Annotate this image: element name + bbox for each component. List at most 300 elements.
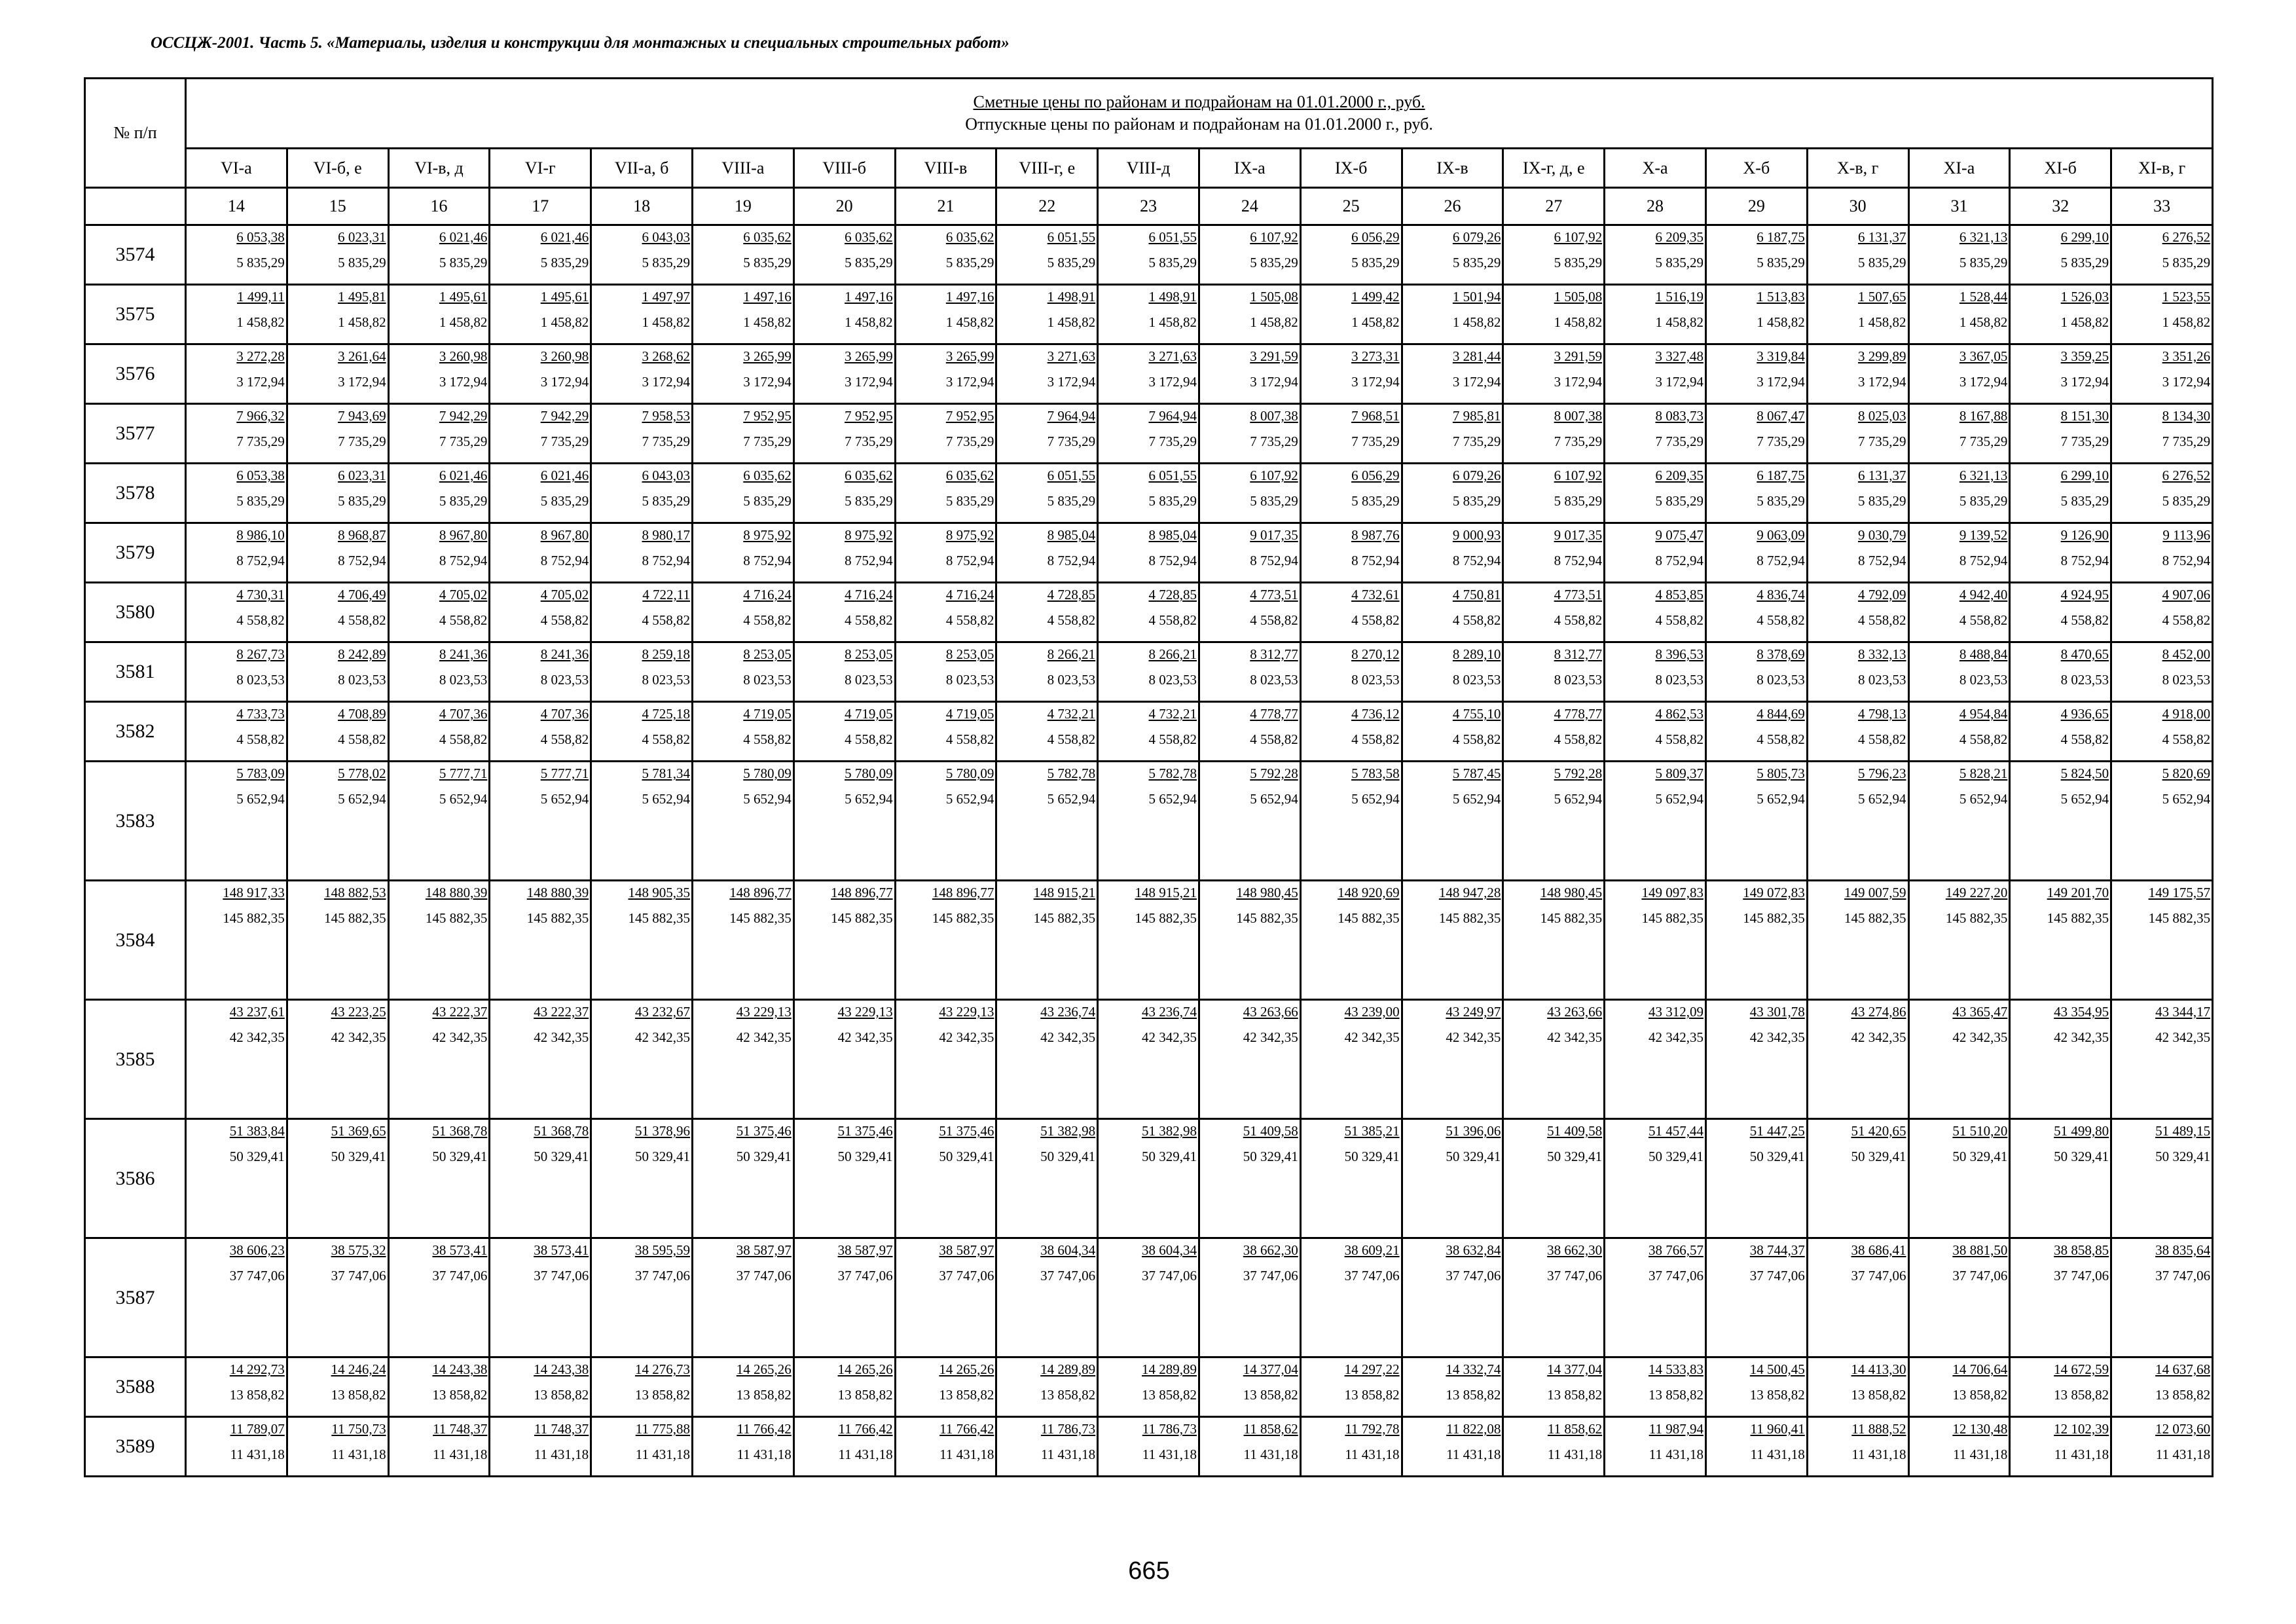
estimated-price: 51 383,84: [229, 1123, 285, 1139]
estimated-price: 6 051,55: [1148, 468, 1197, 483]
price-cell: [692, 1119, 793, 1238]
release-price: 8 023,53: [1250, 672, 1298, 688]
price-cell: [2111, 1357, 2213, 1417]
release-price: 145 882,35: [1844, 910, 1906, 926]
price-cell: [1908, 583, 2010, 642]
price-cell: [1300, 285, 1402, 344]
estimated-price: 6 035,62: [845, 468, 893, 483]
price-cell: [1300, 523, 1402, 583]
row-number: 3576: [85, 344, 186, 404]
estimated-price: 14 292,73: [229, 1361, 285, 1377]
estimated-price: 6 043,03: [642, 468, 690, 483]
estimated-price: 6 107,92: [1250, 468, 1298, 483]
price-cell: [186, 583, 287, 642]
price-cell: [2111, 583, 2213, 642]
release-price: 5 835,29: [1757, 493, 1805, 509]
release-price: 7 735,29: [2162, 434, 2211, 449]
estimated-price: 38 766,57: [1648, 1242, 1704, 1258]
release-price: 1 458,82: [2162, 314, 2211, 330]
estimated-price: 3 271,63: [1148, 348, 1197, 364]
estimated-price: 8 975,92: [743, 527, 792, 543]
release-price: 5 652,94: [1757, 791, 1805, 807]
release-price: 37 747,06: [1344, 1268, 1400, 1283]
release-price: 4 558,82: [1452, 731, 1501, 747]
estimated-price: 12 073,60: [2155, 1421, 2211, 1437]
estimated-price: 8 267,73: [236, 646, 285, 662]
release-price: 42 342,35: [634, 1029, 690, 1045]
column-number: 20: [793, 188, 895, 225]
price-cell: [2010, 642, 2111, 702]
estimated-price: 148 920,69: [1338, 885, 1400, 900]
estimated-price: 6 209,35: [1655, 468, 1704, 483]
price-cell: [1300, 344, 1402, 404]
release-price: 5 835,29: [743, 255, 792, 270]
price-cell: [1807, 225, 1908, 285]
release-price: 7 735,29: [338, 434, 386, 449]
estimated-price: 6 131,37: [1858, 229, 1906, 245]
region-header: XI-а: [1908, 149, 2010, 188]
estimated-price: 11 786,73: [1040, 1421, 1096, 1437]
estimated-price: 8 083,73: [1655, 408, 1704, 424]
estimated-price: 6 079,26: [1452, 468, 1501, 483]
estimated-price: 4 705,02: [439, 587, 488, 602]
estimated-price: 1 528,44: [1959, 289, 2008, 304]
price-cell: [1908, 1357, 2010, 1417]
release-price: 5 835,29: [2060, 493, 2109, 509]
price-cell: [1199, 225, 1300, 285]
price-cell: [1098, 344, 1199, 404]
release-price: 1 458,82: [1554, 314, 1603, 330]
release-price: 4 558,82: [743, 612, 792, 628]
release-price: 5 835,29: [1858, 255, 1906, 270]
estimated-price: 6 021,46: [439, 468, 488, 483]
price-cell: [793, 702, 895, 762]
release-price: 5 652,94: [1959, 791, 2008, 807]
price-cell: [996, 1000, 1098, 1119]
estimated-price: 4 732,61: [1351, 587, 1400, 602]
estimated-price: 43 222,37: [432, 1004, 488, 1020]
estimated-price: 51 457,44: [1648, 1123, 1704, 1139]
price-cell: [692, 1238, 793, 1357]
release-price: 4 558,82: [1959, 612, 2008, 628]
release-price: 3 172,94: [439, 374, 488, 390]
price-cell: [186, 285, 287, 344]
estimated-price: 9 000,93: [1452, 527, 1501, 543]
release-price: 1 458,82: [945, 314, 994, 330]
price-cell: [1807, 762, 1908, 881]
release-price: 11 431,18: [737, 1447, 792, 1462]
price-cell: [1503, 1119, 1605, 1238]
release-price: 8 023,53: [540, 672, 589, 688]
column-number-row: [85, 188, 2213, 225]
estimated-price: 14 500,45: [1749, 1361, 1805, 1377]
price-cell: [1605, 523, 1706, 583]
release-price: 8 023,53: [1148, 672, 1197, 688]
price-cell: [793, 881, 895, 1000]
release-price: 37 747,06: [736, 1268, 792, 1283]
release-price: 1 458,82: [338, 314, 386, 330]
price-cell: [793, 1417, 895, 1477]
price-cell: [895, 225, 996, 285]
price-cell: [1605, 344, 1706, 404]
release-price: 4 558,82: [1250, 612, 1298, 628]
price-cell: [1402, 881, 1503, 1000]
price-cell: [2111, 523, 2213, 583]
release-price: 8 023,53: [2060, 672, 2109, 688]
estimated-price: 3 299,89: [1858, 348, 1906, 364]
region-header: VI-в, д: [388, 149, 490, 188]
release-price: 5 835,29: [642, 255, 690, 270]
release-price: 5 835,29: [338, 255, 386, 270]
price-cell: [1807, 404, 1908, 464]
price-cell: [1098, 1119, 1199, 1238]
estimated-price: 6 035,62: [945, 468, 994, 483]
price-cell: [490, 1238, 591, 1357]
estimated-price: 12 130,48: [1952, 1421, 2008, 1437]
estimated-price: 51 378,96: [634, 1123, 690, 1139]
column-header-number: № п/п: [85, 79, 186, 188]
release-price: 145 882,35: [425, 910, 488, 926]
release-price: 3 172,94: [236, 374, 285, 390]
release-price: 3 172,94: [1351, 374, 1400, 390]
release-price: 145 882,35: [932, 910, 994, 926]
price-cell: [1199, 583, 1300, 642]
estimated-price: 4 707,36: [439, 706, 488, 722]
price-cell: [591, 285, 693, 344]
price-cell: [1605, 702, 1706, 762]
table-row: [85, 642, 2213, 702]
price-cell: [1908, 523, 2010, 583]
estimated-price: 4 853,85: [1655, 587, 1704, 602]
release-price: 8 752,94: [1351, 553, 1400, 568]
price-cell: [2111, 762, 2213, 881]
estimated-price: 4 722,11: [642, 587, 690, 602]
estimated-price: 38 662,30: [1243, 1242, 1298, 1258]
price-cell: [591, 1000, 693, 1119]
estimated-price: 9 075,47: [1655, 527, 1704, 543]
price-cell: [1503, 881, 1605, 1000]
release-price: 37 747,06: [939, 1268, 994, 1283]
region-header: VI-а: [186, 149, 287, 188]
region-header: IX-а: [1199, 149, 1300, 188]
release-price: 8 023,53: [1959, 672, 2008, 688]
release-price: 5 652,94: [743, 791, 792, 807]
estimated-price: 14 706,64: [1952, 1361, 2008, 1377]
column-number: 15: [287, 188, 388, 225]
price-cell: [1300, 1000, 1402, 1119]
release-price: 7 735,29: [1148, 434, 1197, 449]
estimated-price: 43 263,66: [1243, 1004, 1298, 1020]
estimated-price: 7 952,95: [743, 408, 792, 424]
estimated-price: 11 750,73: [331, 1421, 386, 1437]
release-price: 5 835,29: [1148, 493, 1197, 509]
price-cell: [793, 523, 895, 583]
price-cell: [1300, 225, 1402, 285]
price-cell: [1705, 642, 1807, 702]
release-price: 3 172,94: [1148, 374, 1197, 390]
estimated-price: 6 107,92: [1554, 468, 1603, 483]
estimated-price: 38 604,34: [1040, 1242, 1096, 1258]
release-price: 13 858,82: [1749, 1387, 1805, 1403]
price-cell: [1503, 1000, 1605, 1119]
price-cell: [1908, 285, 2010, 344]
release-price: 1 458,82: [2060, 314, 2109, 330]
column-number: 26: [1402, 188, 1503, 225]
price-cell: [1402, 1238, 1503, 1357]
price-cell: [591, 881, 693, 1000]
price-cell: [1807, 344, 1908, 404]
price-cell: [793, 1000, 895, 1119]
release-price: 50 329,41: [1952, 1149, 2008, 1164]
estimated-price: 9 113,96: [2162, 527, 2211, 543]
release-price: 1 458,82: [845, 314, 893, 330]
price-cell: [1807, 583, 1908, 642]
release-price: 3 172,94: [642, 374, 690, 390]
estimated-price: 1 505,08: [1250, 289, 1298, 304]
estimated-price: 11 960,41: [1750, 1421, 1805, 1437]
release-price: 3 172,94: [2060, 374, 2109, 390]
price-cell: [895, 285, 996, 344]
release-price: 8 752,94: [845, 553, 893, 568]
release-price: 8 023,53: [2162, 672, 2211, 688]
table-row: [85, 762, 2213, 881]
release-price: 145 882,35: [324, 910, 386, 926]
price-cell: [1199, 642, 1300, 702]
price-cell: [490, 1417, 591, 1477]
estimated-price: 51 396,06: [1446, 1123, 1501, 1139]
price-cell: [692, 285, 793, 344]
price-cell: [1199, 404, 1300, 464]
release-price: 13 858,82: [2155, 1387, 2211, 1403]
release-price: 4 558,82: [1858, 731, 1906, 747]
price-cell: [1908, 702, 2010, 762]
release-price: 11 431,18: [939, 1447, 994, 1462]
release-price: 13 858,82: [534, 1387, 589, 1403]
release-price: 8 023,53: [1858, 672, 1906, 688]
estimated-price: 4 716,24: [845, 587, 893, 602]
price-cell: [2010, 404, 2111, 464]
estimated-price: 6 299,10: [2060, 229, 2109, 245]
price-cell: [1402, 404, 1503, 464]
estimated-price: 11 858,62: [1547, 1421, 1603, 1437]
release-price: 8 752,94: [439, 553, 488, 568]
release-price: 13 858,82: [2054, 1387, 2109, 1403]
estimated-price: 43 365,47: [1952, 1004, 2008, 1020]
price-cell: [2111, 464, 2213, 523]
release-price: 7 735,29: [1959, 434, 2008, 449]
estimated-price: 51 368,78: [534, 1123, 589, 1139]
price-cell: [591, 583, 693, 642]
price-cell: [388, 702, 490, 762]
estimated-price: 6 035,62: [845, 229, 893, 245]
estimated-price: 4 907,06: [2162, 587, 2211, 602]
estimated-price: 51 409,58: [1243, 1123, 1298, 1139]
column-number: 31: [1908, 188, 2010, 225]
estimated-price: 5 777,71: [540, 766, 589, 781]
estimated-price: 8 470,65: [2060, 646, 2109, 662]
estimated-price: 1 499,11: [237, 289, 285, 304]
price-cell: [1402, 1357, 1503, 1417]
release-price: 37 747,06: [2054, 1268, 2109, 1283]
price-cell: [1908, 762, 2010, 881]
price-cell: [591, 1119, 693, 1238]
price-cell: [895, 1000, 996, 1119]
price-cell: [996, 1238, 1098, 1357]
release-price: 4 558,82: [1351, 731, 1400, 747]
price-cell: [996, 1357, 1098, 1417]
price-cell: [1098, 1000, 1199, 1119]
price-cell: [692, 464, 793, 523]
price-cell: [1199, 762, 1300, 881]
estimated-price: 8 025,03: [1858, 408, 1906, 424]
price-cell: [1807, 285, 1908, 344]
release-price: 13 858,82: [1040, 1387, 1096, 1403]
price-cell: [996, 225, 1098, 285]
release-price: 11 431,18: [1142, 1447, 1197, 1462]
release-price: 37 747,06: [534, 1268, 589, 1283]
estimated-price: 4 750,81: [1452, 587, 1501, 602]
release-price: 4 558,82: [945, 612, 994, 628]
column-number: 25: [1300, 188, 1402, 225]
estimated-price: 4 732,21: [1148, 706, 1197, 722]
price-cell: [591, 762, 693, 881]
release-price: 5 835,29: [2162, 255, 2211, 270]
release-price: 4 558,82: [1452, 612, 1501, 628]
column-number: 33: [2111, 188, 2213, 225]
price-cell: [186, 344, 287, 404]
row-number: 3589: [85, 1417, 186, 1477]
price-cell: [388, 642, 490, 702]
release-price: 5 835,29: [2162, 493, 2211, 509]
region-header: VI-б, е: [287, 149, 388, 188]
price-cell: [996, 642, 1098, 702]
release-price: 5 835,29: [945, 493, 994, 509]
estimated-price: 6 035,62: [743, 468, 792, 483]
release-price: 50 329,41: [736, 1149, 792, 1164]
release-price: 50 329,41: [939, 1149, 994, 1164]
column-number: 17: [490, 188, 591, 225]
release-price: 5 835,29: [1757, 255, 1805, 270]
release-price: 8 752,94: [2162, 553, 2211, 568]
estimated-price: 4 716,24: [743, 587, 792, 602]
release-price: 145 882,35: [1236, 910, 1298, 926]
estimated-price: 5 783,58: [1351, 766, 1400, 781]
release-price: 4 558,82: [439, 612, 488, 628]
release-price: 5 835,29: [1250, 255, 1298, 270]
estimated-price: 8 253,05: [845, 646, 893, 662]
estimated-price: 1 498,91: [1148, 289, 1197, 304]
estimated-price: 8 975,92: [945, 527, 994, 543]
price-cell: [1705, 881, 1807, 1000]
estimated-price: 6 107,92: [1250, 229, 1298, 245]
estimated-price: 38 609,21: [1344, 1242, 1400, 1258]
estimated-price: 5 783,09: [236, 766, 285, 781]
release-price: 50 329,41: [534, 1149, 589, 1164]
estimated-price: 4 716,24: [945, 587, 994, 602]
release-price: 42 342,35: [2155, 1029, 2211, 1045]
estimated-price: 14 265,26: [736, 1361, 792, 1377]
table-row: [85, 464, 2213, 523]
price-cell: [1705, 464, 1807, 523]
estimated-price: 3 272,28: [236, 348, 285, 364]
release-price: 145 882,35: [1945, 910, 2008, 926]
estimated-price: 7 952,95: [845, 408, 893, 424]
price-cell: [996, 1119, 1098, 1238]
price-cell: [186, 762, 287, 881]
price-cell: [1705, 1000, 1807, 1119]
price-cell: [1503, 523, 1605, 583]
estimated-price: 1 497,16: [945, 289, 994, 304]
price-cell: [1503, 1238, 1605, 1357]
estimated-price: 43 229,13: [736, 1004, 792, 1020]
price-cell: [591, 702, 693, 762]
price-cell: [1605, 1119, 1706, 1238]
row-number: 3585: [85, 1000, 186, 1119]
price-cell: [2010, 1238, 2111, 1357]
estimated-price: 4 736,12: [1351, 706, 1400, 722]
estimated-price: 148 980,45: [1236, 885, 1298, 900]
price-cell: [2010, 1000, 2111, 1119]
table-row: [85, 583, 2213, 642]
estimated-price: 14 246,24: [331, 1361, 386, 1377]
release-price: 5 835,29: [236, 493, 285, 509]
estimated-price: 7 942,29: [540, 408, 589, 424]
release-price: 8 023,53: [945, 672, 994, 688]
table-row: [85, 344, 2213, 404]
estimated-price: 149 072,83: [1743, 885, 1805, 900]
price-cell: [996, 1417, 1098, 1477]
estimated-price: 5 792,28: [1554, 766, 1603, 781]
price-cell: [490, 225, 591, 285]
price-cell: [287, 344, 388, 404]
price-cell: [591, 225, 693, 285]
price-cell: [2111, 344, 2213, 404]
release-price: 8 752,94: [1554, 553, 1603, 568]
price-cell: [287, 762, 388, 881]
price-cell: [1908, 1119, 2010, 1238]
release-price: 7 735,29: [642, 434, 690, 449]
release-price: 7 735,29: [1858, 434, 1906, 449]
release-price: 37 747,06: [837, 1268, 893, 1283]
price-cell: [1705, 762, 1807, 881]
estimated-price: 38 744,37: [1749, 1242, 1805, 1258]
price-cell: [490, 523, 591, 583]
release-price: 8 023,53: [439, 672, 488, 688]
release-price: 5 835,29: [338, 493, 386, 509]
release-price: 8 023,53: [1047, 672, 1096, 688]
estimated-price: 11 792,78: [1345, 1421, 1400, 1437]
price-cell: [1300, 1417, 1402, 1477]
price-cell: [996, 344, 1098, 404]
price-cell: [692, 583, 793, 642]
price-cell: [1098, 642, 1199, 702]
column-number: 18: [591, 188, 693, 225]
release-price: 3 172,94: [1554, 374, 1603, 390]
estimated-price: 1 526,03: [2060, 289, 2109, 304]
estimated-price: 11 766,42: [939, 1421, 994, 1437]
price-cell: [1908, 464, 2010, 523]
estimated-price: 4 936,65: [2060, 706, 2109, 722]
estimated-price: 6 131,37: [1858, 468, 1906, 483]
release-price: 4 558,82: [1148, 612, 1197, 628]
table-row: [85, 1000, 2213, 1119]
release-price: 11 431,18: [331, 1447, 386, 1462]
price-cell: [1098, 1357, 1199, 1417]
estimated-price: 7 985,81: [1452, 408, 1501, 424]
release-price: 5 652,94: [2060, 791, 2109, 807]
release-price: 7 735,29: [1757, 434, 1805, 449]
release-price: 37 747,06: [1243, 1268, 1298, 1283]
